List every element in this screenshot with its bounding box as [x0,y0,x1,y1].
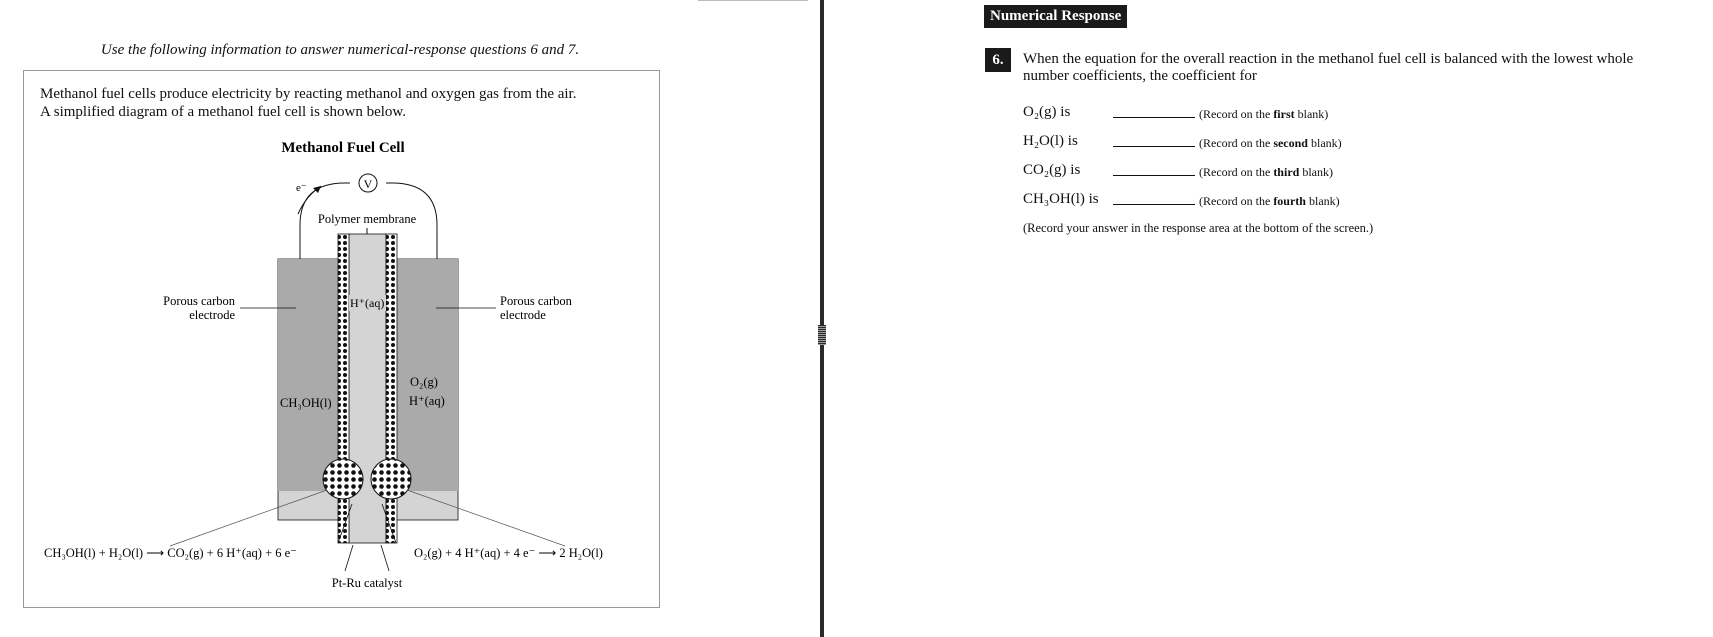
species-label: O₂(g) is [1023,104,1071,120]
anode-catalyst-magnifier [323,459,363,499]
answer-blank [1113,146,1195,147]
record-hint: (Record on the first blank) [1199,107,1329,121]
response-note: (Record your answer in the response area at the bottom of the screen.) [1023,221,1374,235]
species-label: CO₂(g) is [1023,162,1081,178]
left-electrode [278,259,338,491]
methanol-label: CH₃OH(l) [280,396,332,410]
passage-line-1: Methanol fuel cells produce electricity by reacting methanol and oxygen gas from the air. [40,86,577,102]
passage-pane [0,0,820,637]
species-label: CH₃OH(l) is [1023,191,1099,207]
diagram-title: Methanol Fuel Cell [281,140,405,156]
membrane-label: Polymer membrane [317,212,417,226]
catalyst-label: Pt-Ru catalyst [331,576,403,590]
left-electrode-label-2: electrode [189,308,235,322]
answer-blank [1113,175,1195,176]
electron-label: e⁻ [296,182,307,194]
record-hint: (Record on the third blank) [1199,165,1333,179]
section-header: Numerical Response [984,5,1127,28]
right-electrode-label-2: electrode [500,308,546,322]
record-hint: (Record on the fourth blank) [1199,194,1340,208]
catalyst-label-pointer-left [345,545,353,571]
right-hydrogen-ion-label: H⁺(aq) [409,394,445,408]
left-electrode-label-1: Porous carbon [163,294,235,308]
hydrogen-ion-label: H⁺(aq) [350,296,385,310]
passage-intro: Use the following information to answer numerical-response questions 6 and 7. [100,42,580,58]
oxygen-label: O₂(g) [410,375,438,389]
question-number: 6. [985,48,1011,72]
voltmeter-label: V [363,177,373,191]
pane-resize-handle[interactable] [818,325,826,345]
cathode-catalyst-magnifier [371,459,411,499]
membrane-center [349,234,386,543]
fuel-cell-diagram [0,0,680,637]
answer-blank [1113,117,1195,118]
pane-tab-edge [698,0,808,1]
catalyst-label-pointer-right [381,545,389,571]
species-label: H₂O(l) is [1023,133,1078,149]
answer-blank [1113,204,1195,205]
record-hint: (Record on the second blank) [1199,136,1342,150]
cathode-equation: O₂(g) + 4 H⁺(aq) + 4 e⁻ ⟶ 2 H₂O(l) [414,546,603,560]
question-text: When the equation for the overall reaction in the methanol fuel cell is balanced with the lowest whole number coefficients, the coefficient for [1023,51,1634,84]
right-electrode-label-1: Porous carbon [500,294,572,308]
electron-arrowhead-icon [313,186,321,193]
pane-divider[interactable] [820,0,824,637]
anode-equation: CH₃OH(l) + H₂O(l) ⟶ CO₂(g) + 6 H⁺(aq) + 6 e⁻ [44,546,297,560]
passage-line-2: A simplified diagram of a methanol fuel cell is shown below. [40,104,407,120]
